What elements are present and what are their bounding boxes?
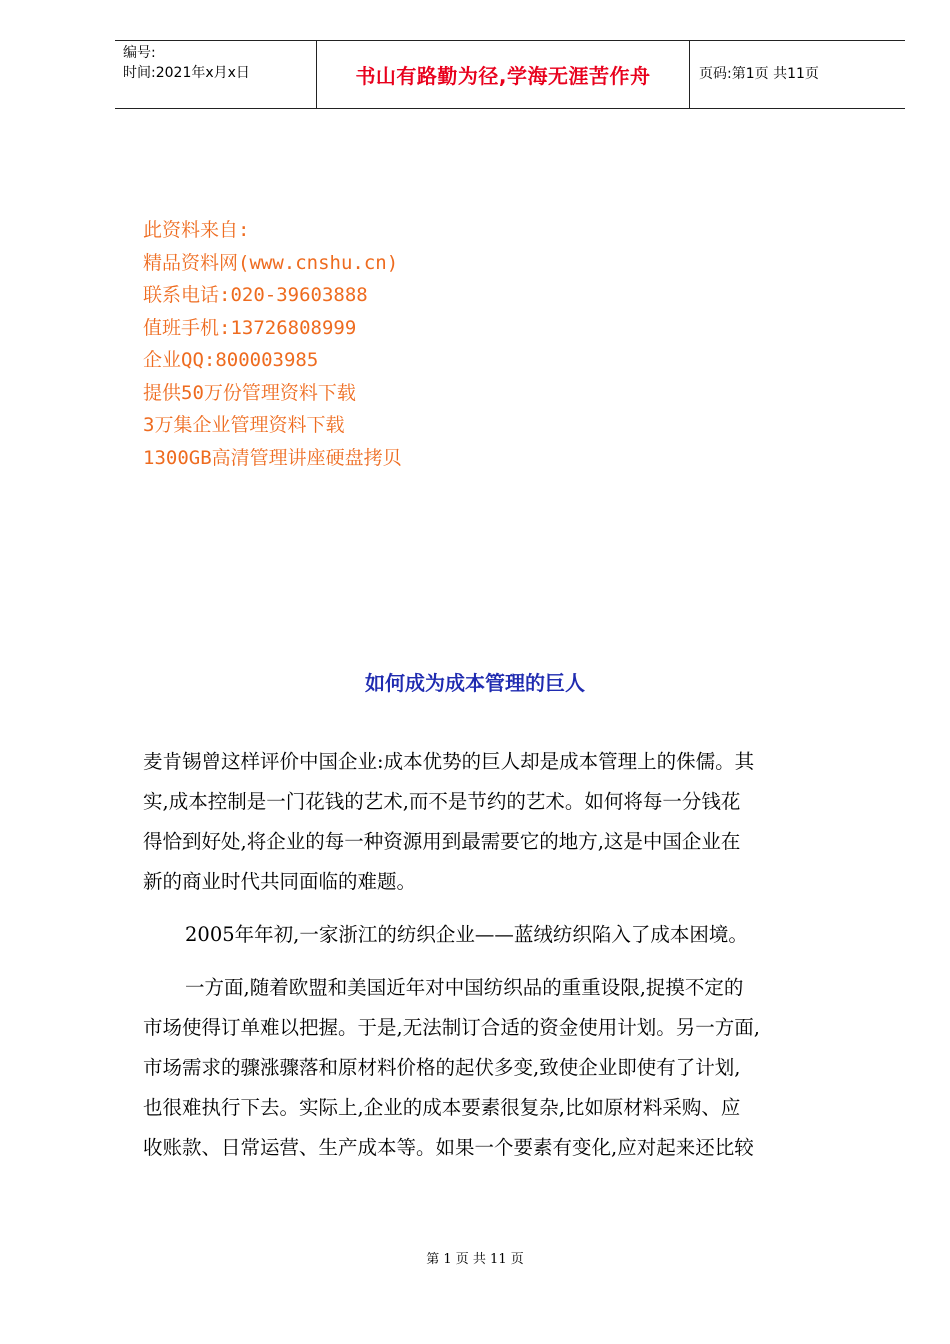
article-title: 如何成为成本管理的巨人 <box>365 671 585 695</box>
offer-line: 1300GB高清管理讲座硬盘拷贝 <box>143 446 402 469</box>
text-line: 也很难执行下去。实际上,企业的成本要素很复杂,比如原材料采购、应 <box>143 1096 741 1119</box>
number-label: 编号: <box>123 45 156 61</box>
phone-line: 联系电话:020-39603888 <box>143 284 368 306</box>
text-line: 一方面,随着欧盟和美国近年对中国纺织品的重重设限,捉摸不定的 <box>185 976 744 999</box>
text-line: 实,成本控制是一门花钱的艺术,而不是节约的艺术。如何将每一分钱花 <box>143 790 741 813</box>
page-footer: 第 1 页 共 11 页 <box>426 1252 524 1267</box>
text-line: 新的商业时代共同面临的难题。 <box>143 870 417 893</box>
text-line: 市场使得订单难以把握。于是,无法制订合适的资金使用计划。另一方面, <box>143 1016 760 1039</box>
article-body <box>143 742 863 1181</box>
header-motto: 书山有路勤为径,学海无涯苦作舟 <box>355 64 651 88</box>
header-page-info: 页码:第1页 共11页 <box>699 66 819 82</box>
paragraph <box>143 968 863 1168</box>
paragraph <box>143 742 863 902</box>
page-header <box>115 40 905 109</box>
qq-line: 企业QQ:800003985 <box>143 349 319 371</box>
source-site-line: 精品资料网(www.cnshu.cn) <box>143 251 399 274</box>
text-line: 麦肯锡曾这样评价中国企业:成本优势的巨人却是成本管理上的侏儒。其 <box>143 750 755 773</box>
time-label: 时间:2021年x月x日 <box>123 65 250 81</box>
header-meta <box>123 43 250 83</box>
header-divider <box>689 41 690 108</box>
text-line: 2005年年初,一家浙江的纺织企业——蓝绒纺织陷入了成本困境。 <box>185 923 748 946</box>
mobile-line: 值班手机:13726808999 <box>143 316 357 339</box>
text-line: 收账款、日常运营、生产成本等。如果一个要素有变化,应对起来还比较 <box>143 1136 754 1159</box>
offer-line: 提供50万份管理资料下载 <box>143 381 356 404</box>
text-line: 得恰到好处,将企业的每一种资源用到最需要它的地方,这是中国企业在 <box>143 830 741 853</box>
text-line: 市场需求的骤涨骤落和原材料价格的起伏多变,致使企业即使有了计划, <box>143 1056 741 1079</box>
source-line: 此资料来自: <box>143 219 250 241</box>
offer-line: 3万集企业管理资料下载 <box>143 414 345 436</box>
source-info-block <box>143 214 402 474</box>
paragraph <box>143 915 863 955</box>
